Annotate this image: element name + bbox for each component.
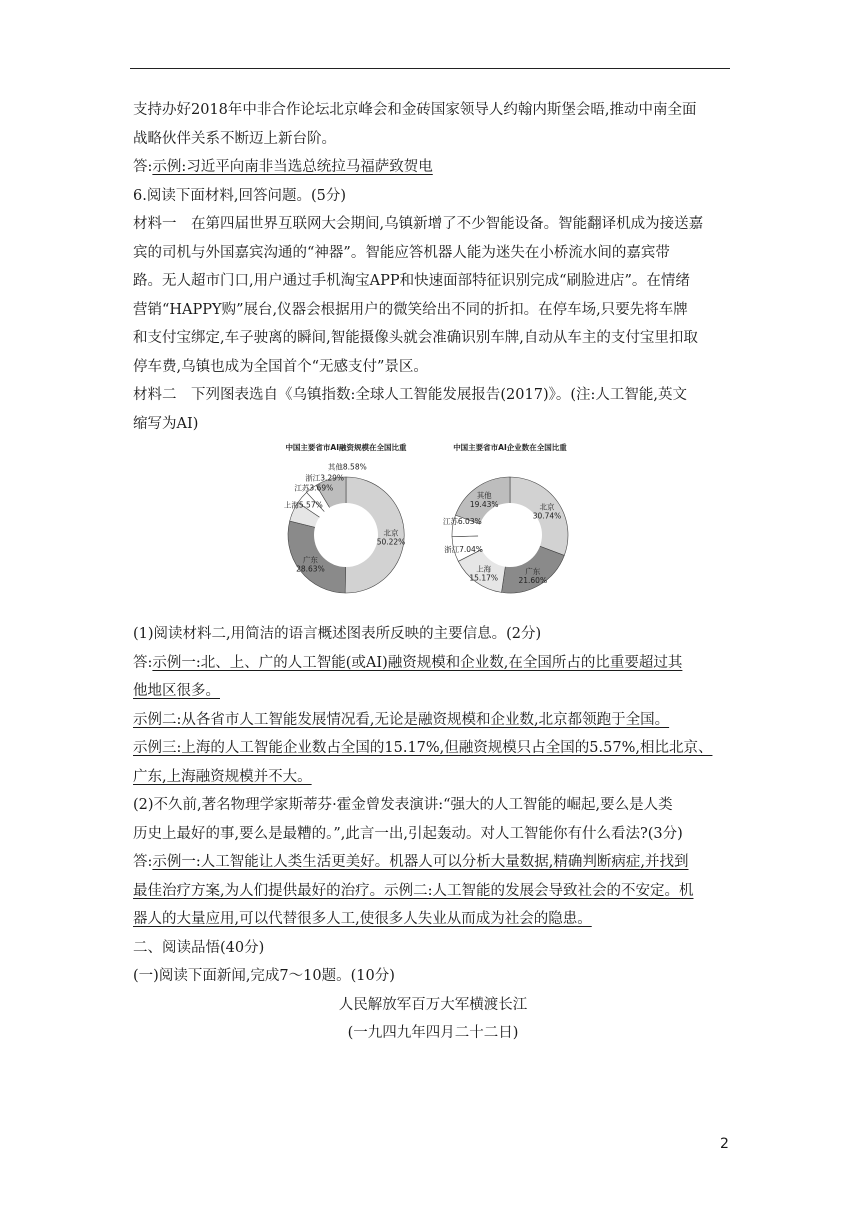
answer-2-text-cont: 最佳治疗方案,为人们提供最好的治疗。示例二:人工智能的发展会导致社会的不安定。机 [133, 882, 694, 899]
answer-1-example-3: 示例三:上海的人工智能企业数占全国的15.17%,但融资规模只占全国的5.57%,相比北京、 [133, 740, 713, 756]
slice-value: 19.43% [469, 500, 499, 510]
header-rule [130, 68, 730, 69]
answer-1-example-3-cont: 广东,上海融资规模并不大。 [133, 768, 312, 785]
answer-prefix: 答: [133, 854, 153, 870]
slice-name: 浙江 [444, 544, 460, 554]
answer-5-text: 示例:习近平向南非当选总统拉马福萨致贺电 [152, 159, 433, 175]
news-title: 人民解放军百万大军横渡长江 [338, 996, 528, 1013]
question-6-2-cont: 历史上最好的事,要么是最糟的。”,此言一出,引起轰动。对人工智能你有什么看法?(3分) [133, 825, 683, 842]
news-date: (一九四九年四月二十二日) [347, 1025, 519, 1041]
slice-name: 上海 [283, 500, 299, 510]
slice-name: 江苏 [294, 483, 310, 493]
slice-value: 6.03% [457, 517, 482, 527]
slice-label [443, 516, 482, 526]
chart-financing [261, 440, 431, 618]
material1-line: 路。无人超市门口,用户通过手机淘宝APP和快速面部特征识别完成“刷脸进店”。在情绪 [133, 273, 690, 289]
slice-name: 北京 [539, 502, 555, 512]
answer-1-line [133, 649, 733, 678]
slice-value: 3.29% [320, 473, 345, 483]
answer-prefix: 答: [133, 654, 153, 671]
chart-area [133, 440, 733, 618]
answer-2-text: 示例一:人工智能让人类生活更美好。机器人可以分析大量数据,精确判断病症,并找到 [152, 854, 689, 870]
chart-title: 中国主要省市AI企业数在全国比重 [453, 443, 567, 452]
slice-name: 其他 [327, 462, 343, 472]
answer-1-example-1-cont: 他地区很多。 [133, 683, 220, 699]
slice-label [305, 473, 344, 483]
slice-value: 50.22% [376, 537, 406, 547]
slice-name: 其他 [476, 491, 492, 501]
donut-chart-financing [261, 440, 431, 618]
material1-line: 和支付宝绑定,车子驶离的瞬间,智能摄像头就会准确识别车牌,自动从车主的支付宝里扣取 [133, 330, 698, 346]
slice-label [294, 483, 333, 493]
donut-hole [314, 503, 378, 567]
material1-line: 宾的司机与外国嘉宾沟通的“神器”。智能应答机器人能为迷失在小桥流水间的嘉宾带 [133, 244, 670, 261]
question-6-2: (2)不久前,著名物理学家斯蒂芬·霍金曾发表演讲:“强大的人工智能的崛起,要么是人类 [133, 797, 673, 813]
slice-name: 广东 [525, 566, 541, 576]
answer-2-line [133, 848, 733, 877]
intro-line-1: 支持办好2018年中非合作论坛北京峰会和金砖国家领导人约翰内斯堡会晤,推动中南全面 [133, 102, 697, 118]
chart-enterprises [425, 440, 605, 618]
answer-1-example-1: 示例一:北、上、广的人工智能(或AI)融资规模和企业数,在全国所占的比重要超过其 [152, 654, 683, 671]
slice-name: 广东 [302, 555, 318, 565]
slice-value: 15.17% [469, 573, 499, 583]
slice-value: 7.04% [459, 544, 483, 554]
slice-name: 上海 [476, 564, 492, 574]
answer-5 [133, 153, 733, 182]
slice-value: 28.63% [296, 564, 325, 574]
slice-value: 3.69% [309, 483, 334, 493]
intro-line-2: 战略伙伴关系不断迈上新台阶。 [133, 130, 336, 147]
material2-line: 材料二 下列图表选自《乌镇指数:全球人工智能发展报告(2017)》。(注:人工智能,英文 [133, 387, 687, 403]
answer-1-example-2: 示例二:从各省市人工智能发展情况看,无论是融资规模和企业数,北京都领跑于全国。 [133, 711, 670, 728]
chart-title: 中国主要省市AI融资规模在全国比重 [285, 443, 407, 452]
answer-prefix: 答: [133, 159, 153, 175]
subsection-heading: (一)阅读下面新闻,完成7～10题。(10分) [133, 968, 395, 984]
question-6: 6.阅读下面材料,回答问题。(5分) [133, 187, 346, 204]
section-heading: 二、阅读品悟(40分) [133, 939, 265, 956]
material1-line: 材料一 在第四届世界互联网大会期间,乌镇新增了不少智能设备。智能翻译机成为接送嘉 [133, 216, 704, 232]
slice-name: 北京 [383, 528, 399, 538]
donut-chart-enterprises [425, 440, 605, 618]
slice-label [284, 499, 323, 509]
question-6-1: (1)阅读材料二,用简洁的语言概述图表所反映的主要信息。(2分) [133, 626, 542, 642]
answer-2-text-cont: 器人的大量应用,可以代替很多人工,使很多人失业从而成为社会的隐患。 [133, 911, 592, 927]
slice-value: 8.58% [342, 462, 367, 472]
page-content [133, 96, 733, 1048]
slice-label [444, 544, 483, 554]
slice-value: 30.74% [532, 511, 562, 521]
slice-value: 21.60% [518, 575, 548, 585]
slice-label [328, 462, 367, 472]
material1-line: 营销“HAPPY购”展台,仪器会根据用户的微笑给出不同的折扣。在停车场,只要先将车牌 [133, 301, 688, 318]
material2-line: 缩写为AI) [133, 415, 199, 432]
material1-line: 停车费,乌镇也成为全国首个“无感支付”景区。 [133, 358, 428, 375]
slice-name: 江苏 [442, 517, 458, 527]
slice-value: 5.57% [298, 500, 323, 510]
page-number: 2 [720, 1136, 729, 1152]
slice-name: 浙江 [305, 473, 321, 483]
